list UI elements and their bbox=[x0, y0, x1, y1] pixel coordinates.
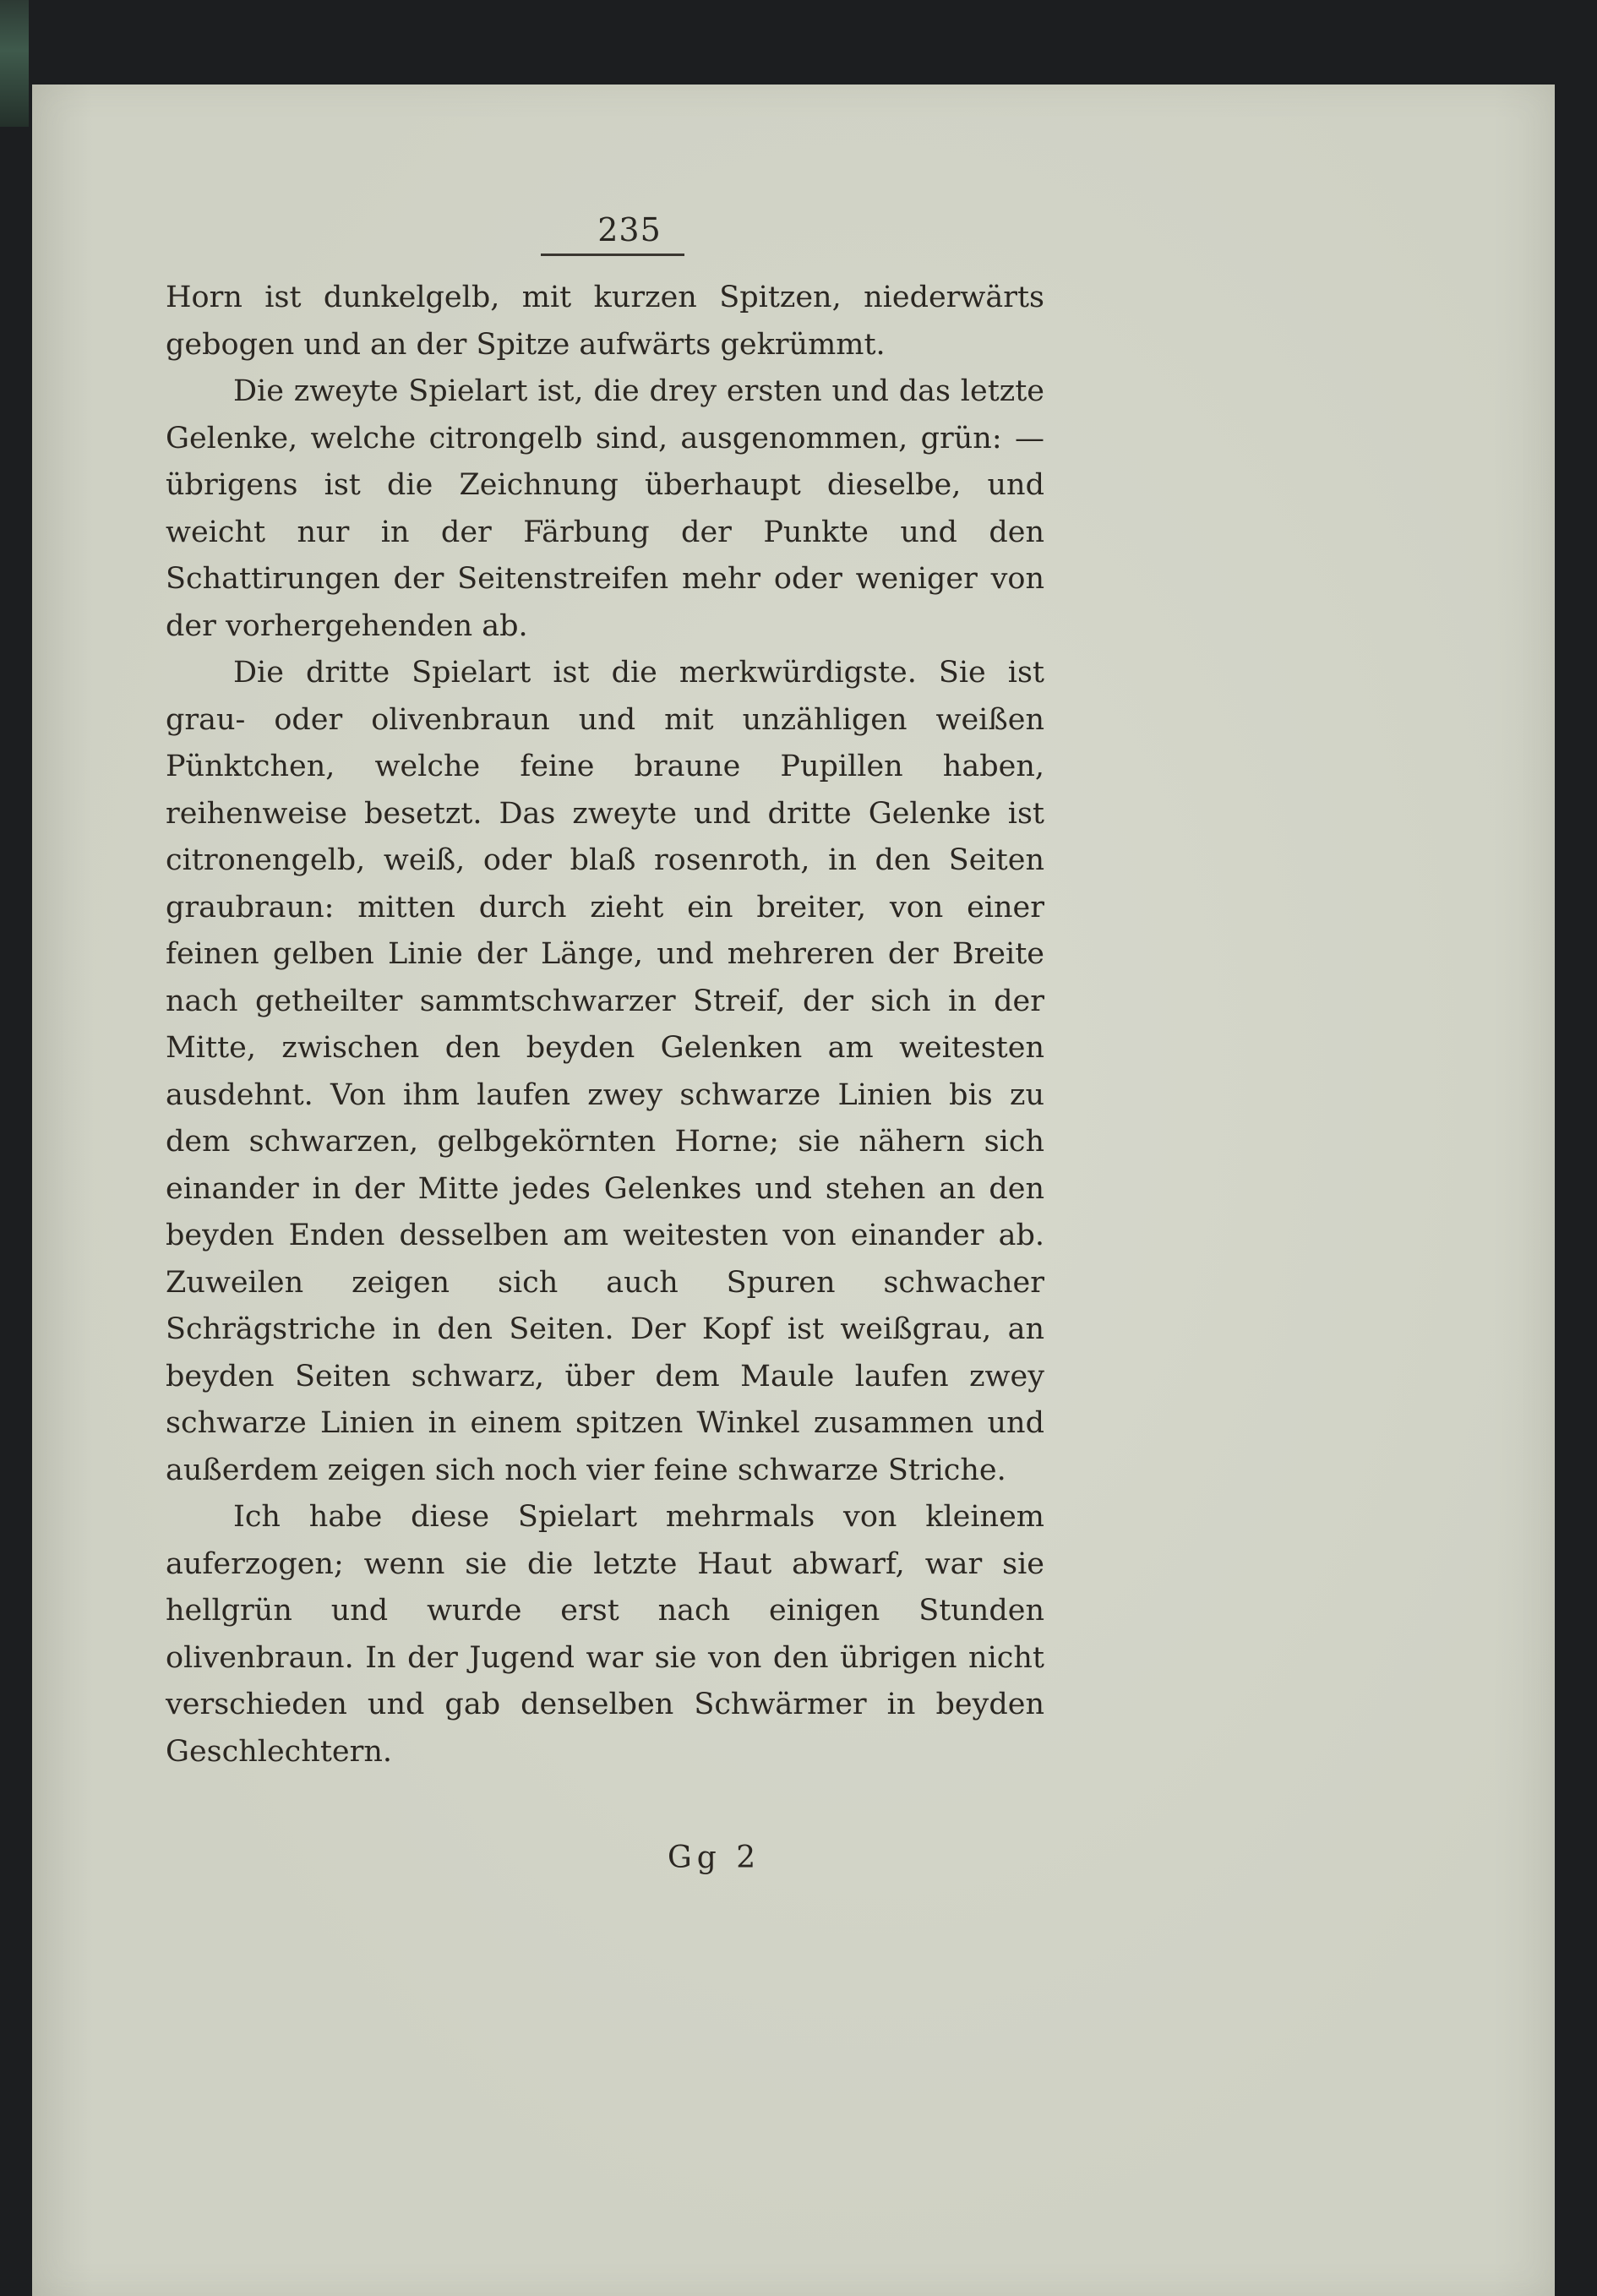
body-text bbox=[166, 275, 1044, 1775]
signature-mark: Gg 2 bbox=[668, 1841, 761, 1875]
paragraph: Die dritte Spielart ist die merkwürdigste. Sie ist grau- oder olivenbraun und mit unzähligen weißen Pünktchen, welche feine braune Pupillen haben, reihenweise besetzt. Das zweyte und dritte Gelenke ist citronengelb, weiß, oder blaß rosenroth, in den Seiten graubraun: mitten durch zieht ein breiter, von einer feinen gelben Linie der Länge, und mehreren der Breite nach getheilter sammtschwarzer Streif, der sich in der Mitte, zwischen den beyden Gelenken am weitesten ausdehnt. Von ihm laufen zwey schwarze Linien bis zu dem schwarzen, gelbgekörnten Horne; sie nähern sich einander in der Mitte jedes Gelenkes und stehen an den beyden Enden desselben am weitesten von einander ab. Zuweilen zeigen sich auch Spuren schwacher Schrägstriche in den Seiten. Der Kopf ist weißgrau, an beyden Seiten schwarz, über dem Maule laufen zwey schwarze Linien in einem spitzen Winkel zusammen und außerdem zeigen sich noch vier feine schwarze Striche. bbox=[166, 656, 1044, 1487]
paragraph: Horn ist dunkelgelb, mit kurzen Spitzen, niederwärts gebogen und an der Spitze aufwärts gekrümmt. bbox=[166, 281, 1044, 362]
page-header bbox=[575, 211, 684, 248]
header-rule bbox=[541, 254, 684, 256]
paragraph: Die zweyte Spielart ist, die drey ersten und das letzte Gelenke, welche citrongelb sind, ausgenommen, grün: — übrigens ist die Zeichnung überhaupt dieselbe, und weicht nur in der Färbung der Punkte und den Schattirungen der Seitenstreifen mehr oder weniger von der vorhergehenden ab. bbox=[166, 374, 1044, 643]
paragraph: Ich habe diese Spielart mehrmals von kleinem auferzogen; wenn sie die letzte Haut abwarf, war sie hellgrün und wurde erst nach einigen Stunden olivenbraun. In der Jugend war sie von den übrigen nicht verschieden und gab denselben Schwärmer in beyden Geschlechtern. bbox=[166, 1500, 1044, 1769]
book-spine-edge bbox=[0, 0, 29, 127]
page-number: 235 bbox=[597, 211, 662, 248]
